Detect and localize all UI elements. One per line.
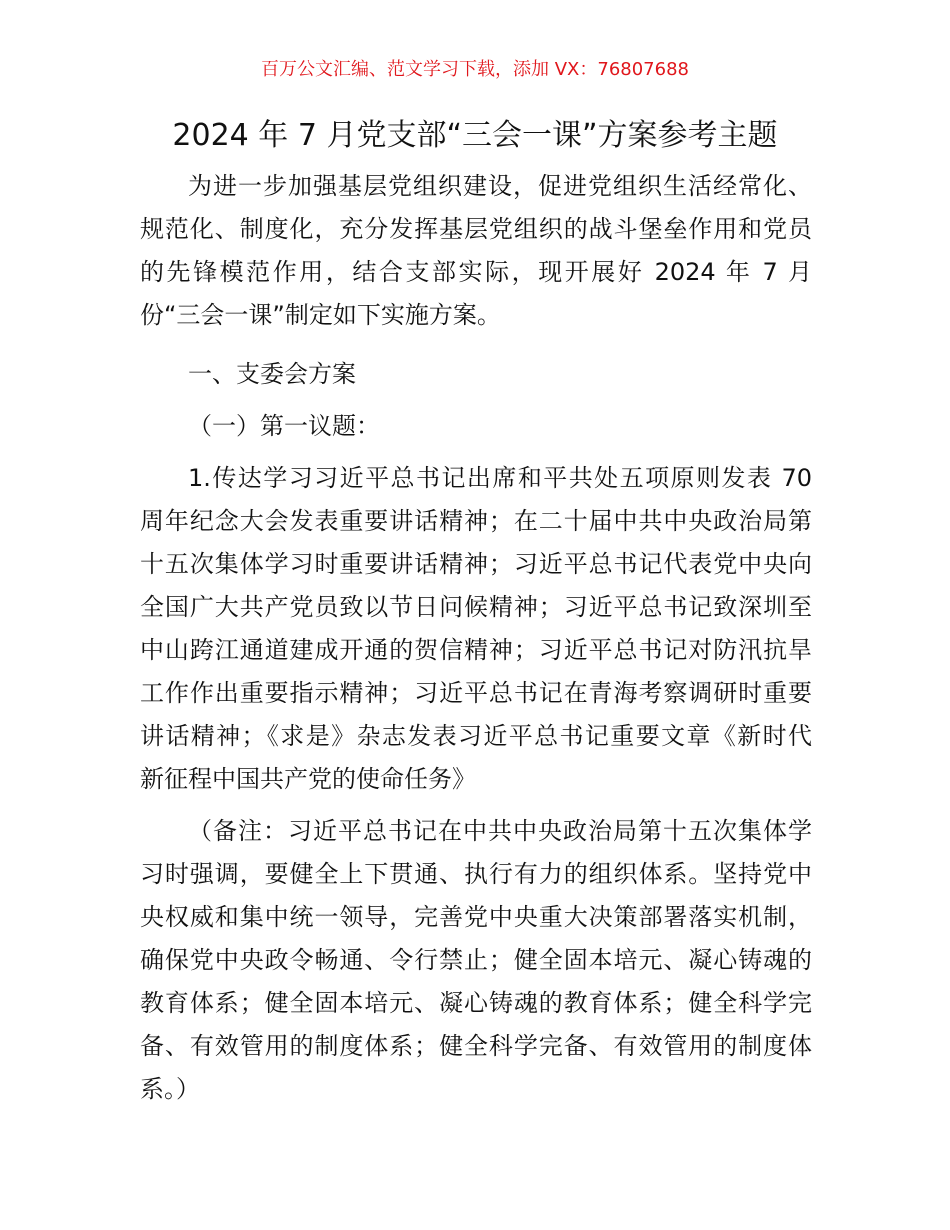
note-paragraph [140,810,812,1111]
text-line: （备注：习近平总书记在中共中央政治局第十五次集体学 [188,817,812,845]
text-line: 1.传达学习习近平总书记出席和平共处五项原则发表 70 [188,464,812,492]
text-line: 习时强调，要健全上下贯通、执行有力的组织体系。坚持党中 [140,860,812,888]
intro-paragraph [140,165,812,337]
text-line: 央权威和集中统一领导，完善党中央重大决策部署落实机制， [140,903,812,931]
text-line: 中山跨江通道建成开通的贺信精神；习近平总书记对防汛抗旱 [140,636,812,664]
text-line: 工作作出重要指示精神；习近平总书记在青海考察调研时重要 [140,679,812,707]
text-line: 的先锋模范作用，结合支部实际，现开展好 2024 年 7 月 [140,258,812,286]
text-line: 讲话精神；《求是》杂志发表习近平总书记重要文章《新时代 [140,722,812,750]
section-heading-branch-committee [140,353,812,396]
text-line: 一、支委会方案 [188,360,356,388]
text-line: 新征程中国共产党的使命任务》 [140,765,476,793]
topic-item-1 [140,457,812,801]
text-line: 备、有效管用的制度体系；健全科学完备、有效管用的制度体 [140,1032,812,1060]
watermark-banner: 百万公文汇编、范文学习下载，添加 VX：76807688 [261,59,689,80]
text-line: 确保党中央政令畅通、令行禁止；健全固本培元、凝心铸魂的 [140,946,812,974]
text-line: 规范化、制度化，充分发挥基层党组织的战斗堡垒作用和党员 [140,215,812,243]
text-line: 系。） [140,1075,200,1103]
text-line: 全国广大共产党员致以节日问候精神；习近平总书记致深圳至 [140,593,812,621]
text-line: 周年纪念大会发表重要讲话精神；在二十届中共中央政治局第 [140,507,812,535]
text-line: 十五次集体学习时重要讲话精神；习近平总书记代表党中央向 [140,550,812,578]
text-line: 份“三会一课”制定如下实施方案。 [140,301,501,329]
document-title: 2024 年 7 月党支部“三会一课”方案参考主题 [172,118,778,153]
text-line: （一）第一议题： [188,412,380,440]
text-line: 教育体系；健全固本培元、凝心铸魂的教育体系；健全科学完 [140,989,812,1017]
text-line: 为进一步加强基层党组织建设，促进党组织生活经常化、 [188,172,812,200]
subsection-heading-first-topic [140,405,812,448]
document-body [140,165,812,1120]
